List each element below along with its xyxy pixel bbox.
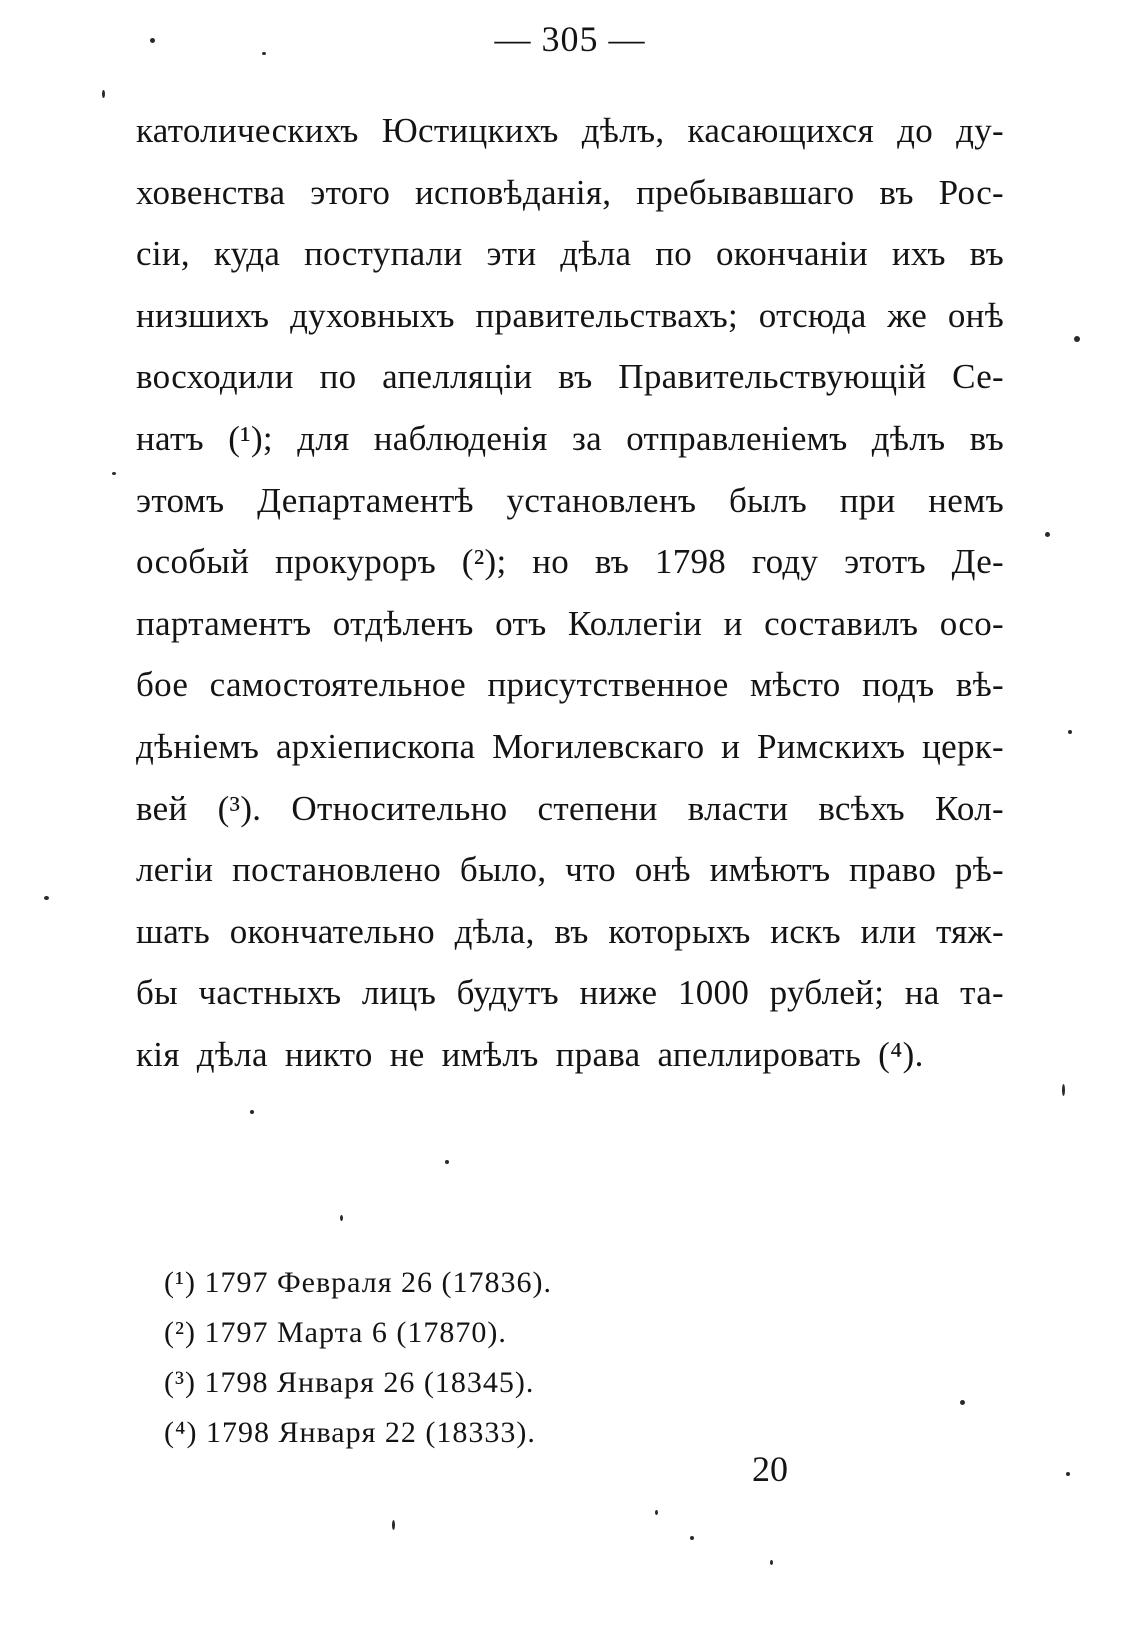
- footnote-4: (⁴) 1798 Января 22 (18333).: [164, 1416, 536, 1449]
- text-line: восходили по апелляціи въ Правительствующій Се-: [136, 357, 1004, 397]
- scan-speck: [1066, 1472, 1070, 1476]
- text-line: бое самостоятельное присутственное мѣсто подъ вѣ-: [136, 665, 1004, 705]
- text-line: этомъ Департаментѣ установленъ былъ при немъ: [136, 480, 1004, 520]
- scan-speck: [770, 1560, 773, 1565]
- scan-speck: [1062, 1084, 1065, 1096]
- footnote-3: (³) 1798 Января 26 (18345).: [164, 1366, 535, 1399]
- text-line: дѣніемъ архіепископа Могилевскаго и Римскихъ церк-: [136, 726, 1004, 766]
- text-line: легіи постановлено было, что онѣ имѣютъ право рѣ-: [136, 850, 1004, 890]
- text-line: сіи, куда поступали эти дѣла по окончаніи ихъ въ: [136, 234, 1004, 274]
- footnotes: [164, 1258, 764, 1458]
- text-line-last: кія дѣла никто не имѣлъ права апеллировать (⁴).: [136, 1034, 924, 1074]
- text-line: особый прокуроръ (²); но въ 1798 году этотъ Де-: [136, 542, 1004, 582]
- text-line: вей (³). Относительно степени власти всѣхъ Кол-: [136, 788, 1004, 828]
- scan-speck: [250, 1110, 254, 1114]
- scan-speck: [690, 1536, 694, 1540]
- scan-speck: [102, 90, 105, 98]
- scan-speck: [44, 896, 49, 900]
- signature-mark: 20: [752, 1449, 788, 1489]
- footnote-1: (¹) 1797 Февраля 26 (17836).: [164, 1266, 552, 1299]
- main-text: [136, 100, 1004, 1086]
- scan-speck: [340, 1215, 343, 1221]
- text-line: партаментъ отдѣленъ отъ Коллегіи и составилъ осо-: [136, 603, 1004, 643]
- text-line: бы частныхъ лицъ будутъ ниже 1000 рублей; на та-: [136, 973, 1004, 1013]
- scan-speck: [262, 52, 266, 55]
- scan-speck: [655, 1510, 658, 1515]
- text-line: натъ (¹); для наблюденія за отправленіемъ дѣлъ въ: [136, 418, 1004, 458]
- footnote-2: (²) 1797 Марта 6 (17870).: [164, 1316, 507, 1349]
- text-line: низшихъ духовныхъ правительствахъ; отсюда же онѣ: [136, 295, 1004, 335]
- scan-speck: [150, 38, 155, 43]
- page-number: — 305 —: [494, 19, 646, 59]
- scan-speck: [1068, 730, 1072, 734]
- scan-speck: [392, 1520, 395, 1530]
- scan-speck: [960, 1400, 965, 1405]
- text-line: католическихъ Юстицкихъ дѣлъ, касающихся до ду-: [136, 111, 1004, 150]
- text-line: шать окончательно дѣла, въ которыхъ искъ или тяж-: [136, 911, 1004, 951]
- scan-speck: [1074, 336, 1080, 342]
- scan-speck: [1045, 532, 1050, 537]
- scan-speck: [445, 1160, 449, 1164]
- text-line: ховенства этого исповѣданія, пребывавшаго въ Рос-: [136, 172, 1004, 212]
- scan-speck: [112, 472, 116, 475]
